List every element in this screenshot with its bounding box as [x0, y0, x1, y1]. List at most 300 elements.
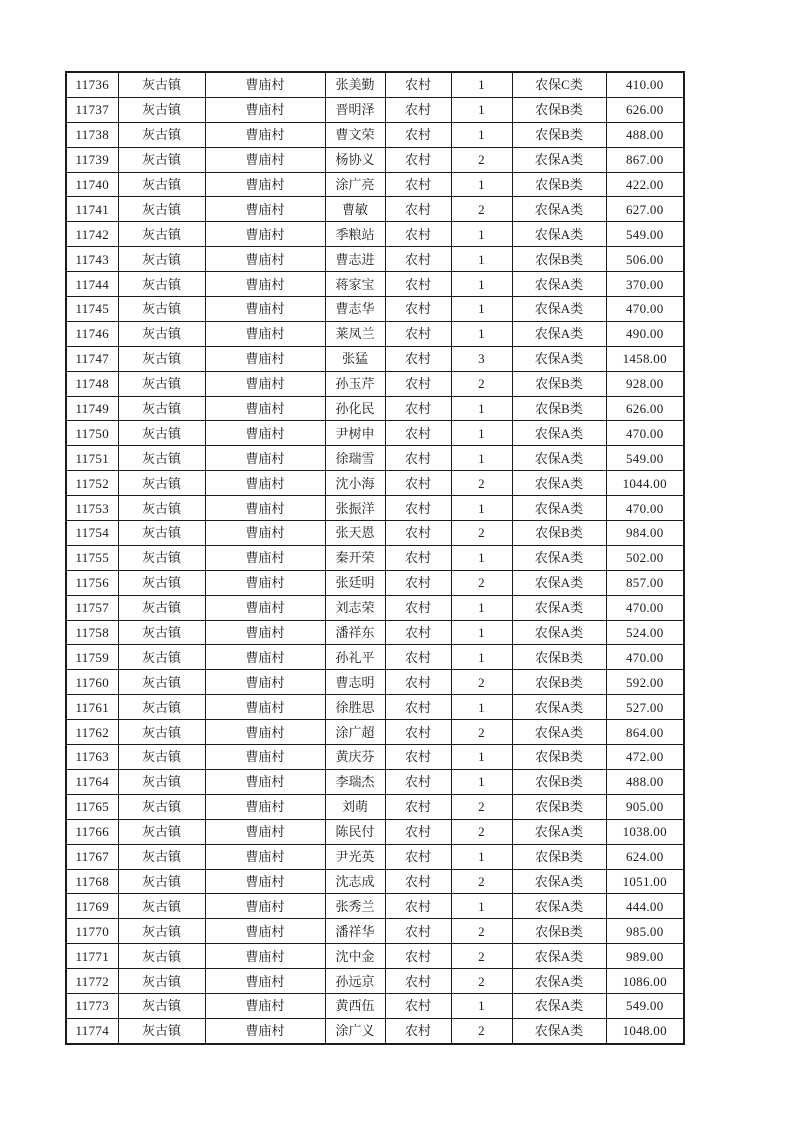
cell-amount: 488.00: [606, 769, 684, 794]
cell-insurance-class: 农保B类: [512, 769, 606, 794]
cell-household-type: 农村: [385, 396, 451, 421]
cell-person-name: 张天恩: [325, 521, 385, 546]
cell-town: 灰古镇: [118, 794, 205, 819]
table-row: [66, 297, 684, 322]
cell-town: 灰古镇: [118, 769, 205, 794]
cell-record-id: 11764: [66, 769, 118, 794]
cell-household-type: 农村: [385, 670, 451, 695]
cell-household-type: 农村: [385, 297, 451, 322]
cell-person-name: 张美勤: [325, 72, 385, 97]
cell-person-count: 1: [451, 396, 512, 421]
cell-person-count: 1: [451, 247, 512, 272]
cell-person-name: 孙远京: [325, 969, 385, 994]
cell-amount: 470.00: [606, 595, 684, 620]
cell-town: 灰古镇: [118, 720, 205, 745]
cell-person-name: 杨协义: [325, 147, 385, 172]
cell-record-id: 11761: [66, 695, 118, 720]
cell-household-type: 农村: [385, 247, 451, 272]
cell-record-id: 11752: [66, 471, 118, 496]
cell-household-type: 农村: [385, 521, 451, 546]
cell-town: 灰古镇: [118, 446, 205, 471]
cell-amount: 985.00: [606, 919, 684, 944]
cell-record-id: 11750: [66, 421, 118, 446]
cell-person-count: 1: [451, 769, 512, 794]
cell-village: 曹庙村: [205, 122, 325, 147]
table-row: [66, 496, 684, 521]
cell-record-id: 11747: [66, 346, 118, 371]
cell-village: 曹庙村: [205, 545, 325, 570]
cell-person-name: 涂广超: [325, 720, 385, 745]
cell-town: 灰古镇: [118, 172, 205, 197]
cell-amount: 1051.00: [606, 869, 684, 894]
table-row: [66, 720, 684, 745]
cell-amount: 527.00: [606, 695, 684, 720]
cell-household-type: 农村: [385, 769, 451, 794]
cell-village: 曹庙村: [205, 595, 325, 620]
cell-amount: 624.00: [606, 844, 684, 869]
cell-insurance-class: 农保A类: [512, 222, 606, 247]
cell-town: 灰古镇: [118, 272, 205, 297]
cell-town: 灰古镇: [118, 745, 205, 770]
cell-village: 曹庙村: [205, 869, 325, 894]
table-row: [66, 944, 684, 969]
table-row: [66, 620, 684, 645]
cell-amount: 470.00: [606, 496, 684, 521]
cell-record-id: 11769: [66, 894, 118, 919]
cell-insurance-class: 农保A类: [512, 695, 606, 720]
cell-insurance-class: 农保A类: [512, 993, 606, 1018]
table-row: [66, 72, 684, 97]
cell-insurance-class: 农保B类: [512, 844, 606, 869]
cell-amount: 928.00: [606, 371, 684, 396]
table-row: [66, 371, 684, 396]
cell-person-name: 季粮站: [325, 222, 385, 247]
table-body: [66, 72, 684, 1044]
cell-village: 曹庙村: [205, 844, 325, 869]
cell-amount: 1086.00: [606, 969, 684, 994]
cell-household-type: 农村: [385, 969, 451, 994]
table-row: [66, 545, 684, 570]
cell-person-count: 1: [451, 97, 512, 122]
cell-amount: 1044.00: [606, 471, 684, 496]
cell-record-id: 11758: [66, 620, 118, 645]
cell-amount: 984.00: [606, 521, 684, 546]
cell-town: 灰古镇: [118, 993, 205, 1018]
cell-town: 灰古镇: [118, 670, 205, 695]
cell-amount: 422.00: [606, 172, 684, 197]
cell-insurance-class: 农保B类: [512, 122, 606, 147]
cell-record-id: 11767: [66, 844, 118, 869]
cell-person-name: 曹敏: [325, 197, 385, 222]
cell-person-count: 2: [451, 819, 512, 844]
cell-person-count: 2: [451, 794, 512, 819]
cell-village: 曹庙村: [205, 919, 325, 944]
cell-town: 灰古镇: [118, 620, 205, 645]
cell-town: 灰古镇: [118, 545, 205, 570]
table-row: [66, 919, 684, 944]
cell-insurance-class: 农保B类: [512, 919, 606, 944]
cell-person-name: 曹志进: [325, 247, 385, 272]
table-row: [66, 97, 684, 122]
cell-town: 灰古镇: [118, 471, 205, 496]
cell-record-id: 11755: [66, 545, 118, 570]
table-row: [66, 396, 684, 421]
table-row: [66, 894, 684, 919]
cell-record-id: 11766: [66, 819, 118, 844]
table-row: [66, 769, 684, 794]
cell-amount: 549.00: [606, 446, 684, 471]
cell-person-name: 黄西伍: [325, 993, 385, 1018]
cell-amount: 626.00: [606, 396, 684, 421]
cell-amount: 506.00: [606, 247, 684, 272]
cell-insurance-class: 农保A类: [512, 819, 606, 844]
cell-person-name: 蒋家宝: [325, 272, 385, 297]
cell-household-type: 农村: [385, 471, 451, 496]
cell-insurance-class: 农保A类: [512, 272, 606, 297]
cell-person-name: 徐瑞雪: [325, 446, 385, 471]
cell-amount: 524.00: [606, 620, 684, 645]
cell-village: 曹庙村: [205, 371, 325, 396]
cell-amount: 410.00: [606, 72, 684, 97]
cell-town: 灰古镇: [118, 944, 205, 969]
cell-person-count: 1: [451, 745, 512, 770]
cell-insurance-class: 农保B类: [512, 371, 606, 396]
table-row: [66, 346, 684, 371]
cell-town: 灰古镇: [118, 197, 205, 222]
cell-household-type: 农村: [385, 1018, 451, 1043]
cell-amount: 867.00: [606, 147, 684, 172]
table-row: [66, 670, 684, 695]
table-row: [66, 521, 684, 546]
cell-person-count: 1: [451, 894, 512, 919]
cell-insurance-class: 农保A类: [512, 147, 606, 172]
table-row: [66, 844, 684, 869]
cell-insurance-class: 农保B类: [512, 794, 606, 819]
cell-household-type: 农村: [385, 496, 451, 521]
cell-town: 灰古镇: [118, 645, 205, 670]
cell-record-id: 11740: [66, 172, 118, 197]
table-row: [66, 745, 684, 770]
cell-insurance-class: 农保A类: [512, 446, 606, 471]
cell-insurance-class: 农保A类: [512, 297, 606, 322]
cell-person-count: 1: [451, 222, 512, 247]
cell-record-id: 11736: [66, 72, 118, 97]
cell-person-count: 1: [451, 645, 512, 670]
cell-insurance-class: 农保A类: [512, 720, 606, 745]
cell-village: 曹庙村: [205, 944, 325, 969]
cell-town: 灰古镇: [118, 819, 205, 844]
cell-person-count: 2: [451, 371, 512, 396]
cell-record-id: 11743: [66, 247, 118, 272]
cell-household-type: 农村: [385, 919, 451, 944]
cell-household-type: 农村: [385, 172, 451, 197]
cell-person-count: 2: [451, 869, 512, 894]
cell-village: 曹庙村: [205, 745, 325, 770]
cell-village: 曹庙村: [205, 346, 325, 371]
cell-person-name: 孙礼平: [325, 645, 385, 670]
cell-household-type: 农村: [385, 869, 451, 894]
cell-person-name: 孙玉芹: [325, 371, 385, 396]
cell-amount: 470.00: [606, 297, 684, 322]
cell-household-type: 农村: [385, 421, 451, 446]
cell-record-id: 11757: [66, 595, 118, 620]
cell-person-name: 莱凤兰: [325, 321, 385, 346]
table-row: [66, 321, 684, 346]
cell-village: 曹庙村: [205, 297, 325, 322]
cell-person-name: 张廷明: [325, 570, 385, 595]
cell-household-type: 农村: [385, 122, 451, 147]
cell-person-count: 2: [451, 197, 512, 222]
cell-insurance-class: 农保A类: [512, 471, 606, 496]
cell-record-id: 11765: [66, 794, 118, 819]
cell-person-count: 2: [451, 720, 512, 745]
cell-household-type: 农村: [385, 720, 451, 745]
cell-village: 曹庙村: [205, 247, 325, 272]
cell-household-type: 农村: [385, 794, 451, 819]
cell-village: 曹庙村: [205, 993, 325, 1018]
cell-amount: 905.00: [606, 794, 684, 819]
cell-village: 曹庙村: [205, 147, 325, 172]
cell-town: 灰古镇: [118, 97, 205, 122]
cell-amount: 490.00: [606, 321, 684, 346]
cell-record-id: 11746: [66, 321, 118, 346]
cell-record-id: 11773: [66, 993, 118, 1018]
cell-person-count: 1: [451, 446, 512, 471]
cell-record-id: 11738: [66, 122, 118, 147]
cell-household-type: 农村: [385, 197, 451, 222]
cell-household-type: 农村: [385, 745, 451, 770]
cell-insurance-class: 农保A类: [512, 197, 606, 222]
cell-town: 灰古镇: [118, 222, 205, 247]
cell-amount: 857.00: [606, 570, 684, 595]
cell-household-type: 农村: [385, 545, 451, 570]
cell-town: 灰古镇: [118, 396, 205, 421]
cell-person-name: 潘祥东: [325, 620, 385, 645]
cell-household-type: 农村: [385, 446, 451, 471]
cell-town: 灰古镇: [118, 496, 205, 521]
cell-amount: 989.00: [606, 944, 684, 969]
cell-insurance-class: 农保B类: [512, 670, 606, 695]
cell-person-count: 2: [451, 919, 512, 944]
cell-person-count: 1: [451, 595, 512, 620]
cell-record-id: 11745: [66, 297, 118, 322]
cell-village: 曹庙村: [205, 72, 325, 97]
cell-amount: 444.00: [606, 894, 684, 919]
cell-household-type: 农村: [385, 97, 451, 122]
cell-record-id: 11754: [66, 521, 118, 546]
cell-insurance-class: 农保A类: [512, 969, 606, 994]
cell-amount: 549.00: [606, 993, 684, 1018]
cell-insurance-class: 农保A类: [512, 595, 606, 620]
cell-household-type: 农村: [385, 272, 451, 297]
cell-village: 曹庙村: [205, 197, 325, 222]
cell-insurance-class: 农保B类: [512, 521, 606, 546]
cell-insurance-class: 农保C类: [512, 72, 606, 97]
cell-person-count: 3: [451, 346, 512, 371]
cell-household-type: 农村: [385, 371, 451, 396]
cell-record-id: 11771: [66, 944, 118, 969]
table-row: [66, 819, 684, 844]
cell-insurance-class: 农保B类: [512, 97, 606, 122]
cell-person-count: 2: [451, 570, 512, 595]
table-row: [66, 247, 684, 272]
cell-amount: 627.00: [606, 197, 684, 222]
cell-village: 曹庙村: [205, 272, 325, 297]
cell-record-id: 11770: [66, 919, 118, 944]
cell-insurance-class: 农保A类: [512, 496, 606, 521]
cell-village: 曹庙村: [205, 222, 325, 247]
table-row: [66, 695, 684, 720]
cell-person-name: 徐胜思: [325, 695, 385, 720]
cell-person-count: 1: [451, 122, 512, 147]
cell-person-count: 1: [451, 72, 512, 97]
cell-amount: 1048.00: [606, 1018, 684, 1043]
cell-person-name: 刘志荣: [325, 595, 385, 620]
cell-insurance-class: 农保B类: [512, 247, 606, 272]
cell-amount: 488.00: [606, 122, 684, 147]
cell-town: 灰古镇: [118, 570, 205, 595]
cell-household-type: 农村: [385, 695, 451, 720]
cell-amount: 549.00: [606, 222, 684, 247]
cell-insurance-class: 农保A类: [512, 570, 606, 595]
cell-record-id: 11763: [66, 745, 118, 770]
cell-village: 曹庙村: [205, 620, 325, 645]
cell-household-type: 农村: [385, 222, 451, 247]
cell-household-type: 农村: [385, 894, 451, 919]
cell-person-count: 1: [451, 620, 512, 645]
cell-person-count: 1: [451, 321, 512, 346]
table-row: [66, 595, 684, 620]
cell-amount: 470.00: [606, 421, 684, 446]
cell-household-type: 农村: [385, 944, 451, 969]
cell-village: 曹庙村: [205, 645, 325, 670]
cell-household-type: 农村: [385, 819, 451, 844]
cell-person-name: 涂广义: [325, 1018, 385, 1043]
cell-person-name: 晋明泽: [325, 97, 385, 122]
cell-person-count: 2: [451, 670, 512, 695]
data-table: [65, 71, 685, 1045]
cell-household-type: 农村: [385, 570, 451, 595]
cell-household-type: 农村: [385, 993, 451, 1018]
cell-village: 曹庙村: [205, 769, 325, 794]
cell-person-count: 1: [451, 496, 512, 521]
cell-person-count: 2: [451, 1018, 512, 1043]
cell-town: 灰古镇: [118, 421, 205, 446]
cell-record-id: 11739: [66, 147, 118, 172]
cell-person-name: 涂广亮: [325, 172, 385, 197]
table-row: [66, 570, 684, 595]
cell-person-name: 潘祥华: [325, 919, 385, 944]
cell-amount: 1458.00: [606, 346, 684, 371]
cell-insurance-class: 农保A类: [512, 894, 606, 919]
cell-insurance-class: 农保A类: [512, 321, 606, 346]
table-row: [66, 122, 684, 147]
cell-town: 灰古镇: [118, 321, 205, 346]
cell-insurance-class: 农保B类: [512, 645, 606, 670]
table-row: [66, 645, 684, 670]
cell-insurance-class: 农保A类: [512, 545, 606, 570]
cell-record-id: 11768: [66, 869, 118, 894]
cell-household-type: 农村: [385, 321, 451, 346]
table-row: [66, 147, 684, 172]
table-row: [66, 1018, 684, 1043]
cell-village: 曹庙村: [205, 471, 325, 496]
cell-village: 曹庙村: [205, 321, 325, 346]
cell-record-id: 11748: [66, 371, 118, 396]
table-row: [66, 993, 684, 1018]
cell-town: 灰古镇: [118, 247, 205, 272]
cell-amount: 370.00: [606, 272, 684, 297]
cell-person-count: 1: [451, 421, 512, 446]
table-row: [66, 172, 684, 197]
cell-household-type: 农村: [385, 346, 451, 371]
cell-person-name: 张振洋: [325, 496, 385, 521]
cell-village: 曹庙村: [205, 172, 325, 197]
cell-person-count: 1: [451, 993, 512, 1018]
cell-town: 灰古镇: [118, 72, 205, 97]
table-row: [66, 446, 684, 471]
cell-village: 曹庙村: [205, 421, 325, 446]
cell-person-name: 曹文荣: [325, 122, 385, 147]
cell-town: 灰古镇: [118, 595, 205, 620]
table-row: [66, 794, 684, 819]
cell-amount: 502.00: [606, 545, 684, 570]
cell-person-name: 曹志明: [325, 670, 385, 695]
cell-person-name: 沈小海: [325, 471, 385, 496]
cell-insurance-class: 农保A类: [512, 869, 606, 894]
cell-insurance-class: 农保A类: [512, 944, 606, 969]
cell-village: 曹庙村: [205, 396, 325, 421]
cell-household-type: 农村: [385, 147, 451, 172]
cell-household-type: 农村: [385, 844, 451, 869]
cell-record-id: 11774: [66, 1018, 118, 1043]
table-row: [66, 471, 684, 496]
cell-amount: 592.00: [606, 670, 684, 695]
cell-village: 曹庙村: [205, 969, 325, 994]
cell-village: 曹庙村: [205, 894, 325, 919]
cell-person-count: 1: [451, 695, 512, 720]
cell-household-type: 农村: [385, 595, 451, 620]
cell-amount: 1038.00: [606, 819, 684, 844]
cell-town: 灰古镇: [118, 869, 205, 894]
table-row: [66, 197, 684, 222]
cell-record-id: 11759: [66, 645, 118, 670]
cell-record-id: 11772: [66, 969, 118, 994]
cell-person-name: 刘萌: [325, 794, 385, 819]
cell-village: 曹庙村: [205, 670, 325, 695]
table-row: [66, 969, 684, 994]
cell-record-id: 11753: [66, 496, 118, 521]
cell-record-id: 11737: [66, 97, 118, 122]
cell-person-name: 尹树申: [325, 421, 385, 446]
cell-village: 曹庙村: [205, 695, 325, 720]
cell-town: 灰古镇: [118, 371, 205, 396]
cell-town: 灰古镇: [118, 521, 205, 546]
cell-insurance-class: 农保A类: [512, 346, 606, 371]
cell-person-name: 李瑞杰: [325, 769, 385, 794]
cell-insurance-class: 农保B类: [512, 172, 606, 197]
cell-person-name: 孙化民: [325, 396, 385, 421]
cell-town: 灰古镇: [118, 844, 205, 869]
cell-person-name: 黄庆芬: [325, 745, 385, 770]
cell-record-id: 11742: [66, 222, 118, 247]
cell-person-count: 1: [451, 272, 512, 297]
cell-record-id: 11744: [66, 272, 118, 297]
cell-village: 曹庙村: [205, 794, 325, 819]
cell-village: 曹庙村: [205, 97, 325, 122]
cell-insurance-class: 农保A类: [512, 1018, 606, 1043]
cell-amount: 470.00: [606, 645, 684, 670]
